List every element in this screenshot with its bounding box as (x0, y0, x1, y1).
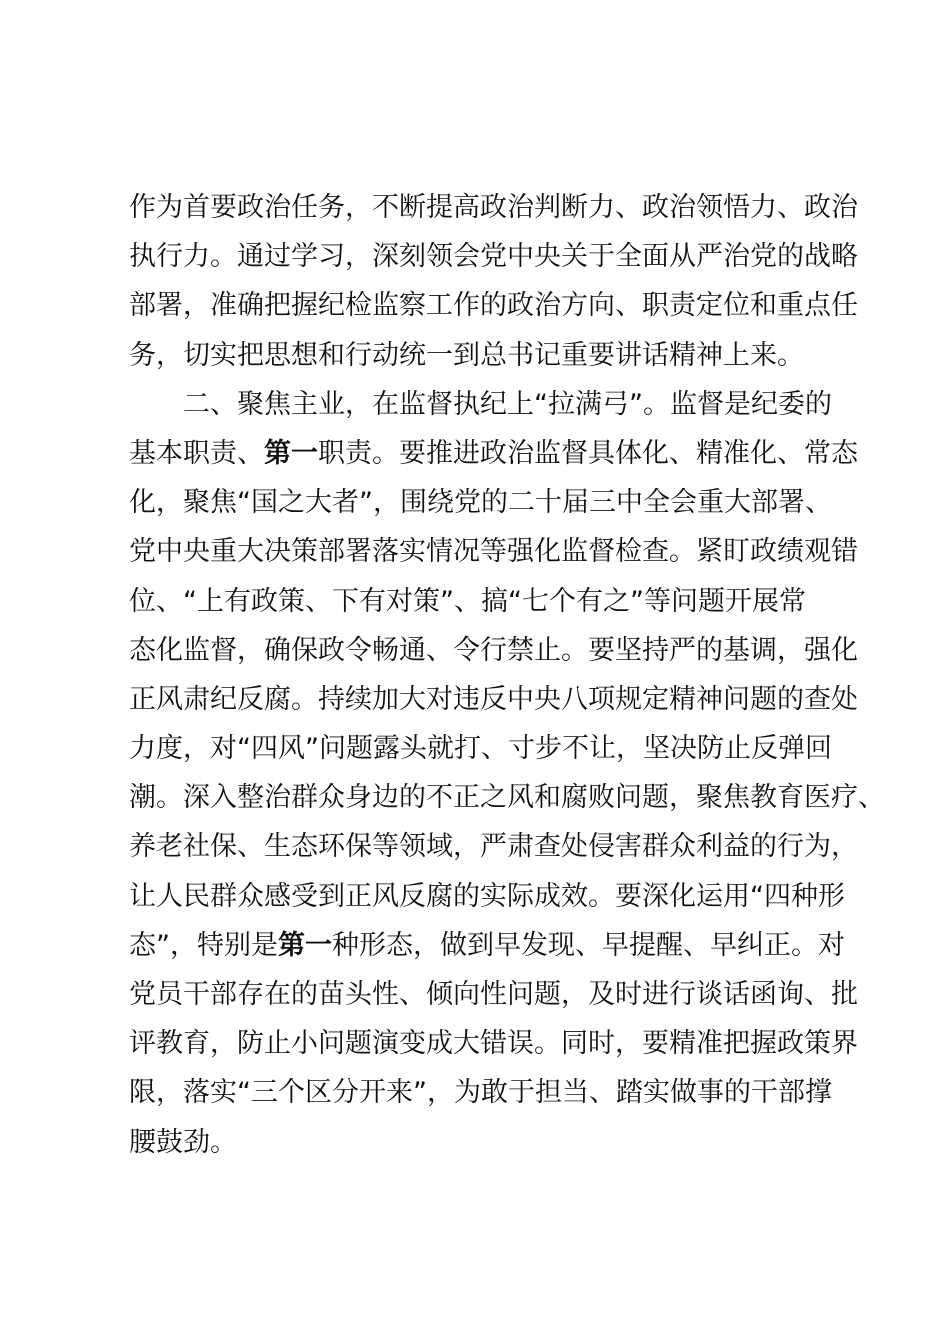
text-line: 潮。深入整治群众身边的不正之风和腐败问题，聚焦教育医疗、 (129, 782, 885, 814)
paragraph-2 (129, 380, 885, 1167)
bold-text: 第一 (264, 437, 318, 469)
text-segment: 基本职责、 (129, 437, 264, 469)
text-line: 党员干部存在的苗头性、倾向性问题，及时进行谈话函询、批 (129, 979, 858, 1010)
text-segment: 职责。要推进政治监督具体化、精准化、常态 (318, 437, 858, 469)
text-line: 位、“上有政策、下有对策”、搞“七个有之”等问题开展常 (129, 585, 806, 617)
text-line: 化，聚焦“国之大者”，围绕党的二十届三中全会重大部署、 (129, 487, 832, 519)
text-line: 务，切实把思想和行动统一到总书记重要讲话精神上来。 (129, 339, 804, 371)
text-line: 作为首要政治任务，不断提高政治判断力、政治领悟力、政治 (129, 192, 858, 223)
text-line: 养老社保、生态环保等领域，严肃查处侵害群众利益的行为， (129, 831, 858, 863)
text-segment: 种形态，做到早发现、早提醒、早纠正。对 (332, 929, 845, 961)
text-segment: 态”，特别是 (129, 929, 278, 961)
text-line: 力度，对“四风”问题露头就打、寸步不让，坚决防止反弹回 (129, 733, 832, 765)
text-line: 党中央重大决策部署落实情况等强化监督检查。紧盯政绩观错 (129, 536, 858, 568)
text-line: 评教育，防止小问题演变成大错误。同时，要精准把握政策界 (129, 1028, 858, 1060)
text-line: 正风肃纪反腐。持续加大对违反中央八项规定精神问题的查处 (129, 683, 858, 715)
text-line: 限，落实“三个区分开来”，为敢于担当、踏实做事的干部撑 (129, 1077, 832, 1109)
text-line: 部署，准确把握纪检监察工作的政治方向、职责定位和重点任 (129, 290, 858, 322)
paragraph-1 (129, 183, 858, 380)
bold-text: 第一 (278, 929, 332, 961)
text-line: 态化监督，确保政令畅通、令行禁止。要坚持严的基调，强化 (129, 634, 858, 666)
text-line (129, 429, 858, 478)
text-line: 腰鼓劲。 (129, 1126, 237, 1158)
text-line: 让人民群众感受到正风反腐的实际成效。要深化运用“四种形 (129, 880, 845, 912)
body-text (129, 183, 885, 1167)
text-line (129, 921, 849, 970)
section-heading-line: 二、聚焦主业，在监督执纪上“拉满弓”。监督是纪委的 (183, 388, 832, 420)
text-line: 执行力。通过学习，深刻领会党中央关于全面从严治党的战略 (129, 241, 858, 273)
